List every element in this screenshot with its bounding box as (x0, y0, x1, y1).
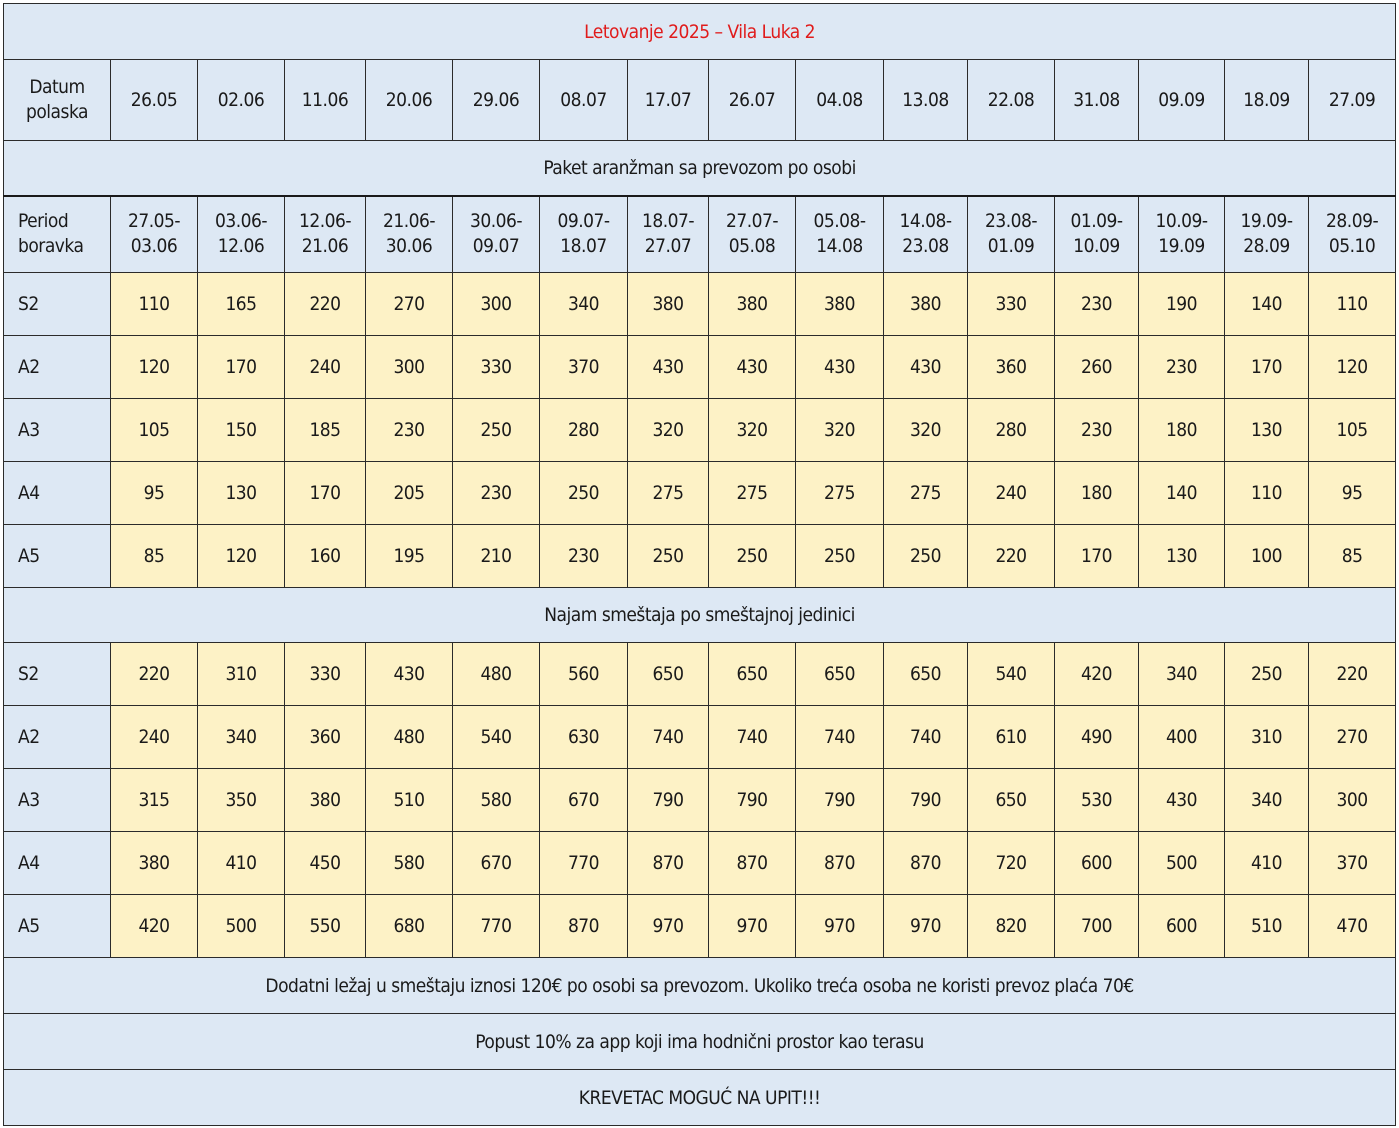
price-cell: 480 (366, 706, 453, 769)
price-cell: 740 (709, 706, 796, 769)
price-cell: 650 (628, 643, 709, 706)
departure-date: 08.07 (540, 60, 628, 141)
price-cell: 580 (366, 832, 453, 895)
table-title: Letovanje 2025 – Vila Luka 2 (4, 4, 1396, 60)
line-1: Period (18, 210, 69, 233)
departure-date: 11.06 (285, 60, 366, 141)
table-row (4, 336, 1396, 399)
price-cell: 870 (628, 832, 709, 895)
price-cell: 165 (198, 273, 285, 336)
price-cell: 220 (1309, 643, 1396, 706)
line-1: 27.05- (127, 210, 181, 233)
price-cell: 310 (1225, 706, 1309, 769)
price-cell: 360 (968, 336, 1055, 399)
price-cell: 160 (285, 525, 366, 588)
departure-date: 27.09 (1309, 60, 1396, 141)
price-table (3, 3, 1396, 1126)
price-cell: 820 (968, 895, 1055, 958)
price-cell: 790 (884, 769, 968, 832)
line-1: 01.09- (1070, 210, 1123, 233)
price-cell: 130 (1139, 525, 1225, 588)
price-cell: 120 (1309, 336, 1396, 399)
price-cell: 380 (285, 769, 366, 832)
price-cell: 430 (796, 336, 884, 399)
stay-period (796, 196, 884, 273)
price-cell: 380 (709, 273, 796, 336)
price-cell: 610 (968, 706, 1055, 769)
price-cell: 280 (540, 399, 628, 462)
price-cell: 185 (285, 399, 366, 462)
price-cell: 330 (968, 273, 1055, 336)
line-2: 12.06 (217, 235, 265, 258)
line-1: 27.07- (725, 210, 779, 233)
price-cell: 580 (453, 769, 540, 832)
price-cell: 330 (285, 643, 366, 706)
price-cell: 320 (884, 399, 968, 462)
price-cell: 250 (709, 525, 796, 588)
stay-period (540, 196, 628, 273)
price-cell: 170 (1225, 336, 1309, 399)
price-cell: 250 (628, 525, 709, 588)
price-cell: 220 (111, 643, 198, 706)
price-cell: 380 (628, 273, 709, 336)
price-cell: 110 (111, 273, 198, 336)
stay-period (968, 196, 1055, 273)
price-cell: 230 (453, 462, 540, 525)
price-cell: 680 (366, 895, 453, 958)
price-cell: 270 (1309, 706, 1396, 769)
stay-period (1139, 196, 1225, 273)
price-cell: 250 (453, 399, 540, 462)
line-1: 12.06- (298, 210, 352, 233)
line-2: 23.08 (902, 235, 949, 258)
stay-period-row (4, 196, 1396, 273)
line-2: 19.09 (1158, 235, 1205, 258)
price-cell: 275 (709, 462, 796, 525)
line-2: 30.06 (385, 235, 433, 258)
price-cell: 380 (796, 273, 884, 336)
price-cell: 740 (628, 706, 709, 769)
price-cell: 670 (453, 832, 540, 895)
price-cell: 230 (1139, 336, 1225, 399)
price-cell: 540 (453, 706, 540, 769)
table-row (4, 769, 1396, 832)
price-cell: 240 (111, 706, 198, 769)
stay-period (453, 196, 540, 273)
price-cell: 720 (968, 832, 1055, 895)
table-row (4, 462, 1396, 525)
stay-period (1055, 196, 1139, 273)
price-cell: 530 (1055, 769, 1139, 832)
price-cell: 870 (796, 832, 884, 895)
departure-date: 02.06 (198, 60, 285, 141)
price-cell: 420 (1055, 643, 1139, 706)
price-cell: 95 (1309, 462, 1396, 525)
line-1: 09.07- (557, 210, 610, 233)
line-1: 28.09- (1326, 210, 1379, 233)
departure-date: 20.06 (366, 60, 453, 141)
price-cell: 275 (628, 462, 709, 525)
price-cell: 420 (111, 895, 198, 958)
unit-label: A4 (4, 462, 111, 525)
price-cell: 790 (796, 769, 884, 832)
line-1: 03.06- (214, 210, 268, 233)
price-cell: 320 (628, 399, 709, 462)
price-cell: 370 (1309, 832, 1396, 895)
price-cell: 500 (198, 895, 285, 958)
price-cell: 970 (796, 895, 884, 958)
price-cell: 650 (884, 643, 968, 706)
price-cell: 430 (709, 336, 796, 399)
price-cell: 650 (796, 643, 884, 706)
price-cell: 140 (1139, 462, 1225, 525)
price-cell: 300 (1309, 769, 1396, 832)
price-cell: 300 (453, 273, 540, 336)
section-rent-row (4, 588, 1396, 643)
line-2: 03.06 (130, 235, 178, 258)
table-row (4, 643, 1396, 706)
price-cell: 270 (366, 273, 453, 336)
price-cell: 140 (1225, 273, 1309, 336)
price-cell: 275 (884, 462, 968, 525)
departure-date: 26.05 (111, 60, 198, 141)
line-2: 21.06 (301, 235, 349, 258)
price-cell: 450 (285, 832, 366, 895)
price-cell: 320 (709, 399, 796, 462)
stay-label (4, 196, 111, 273)
unit-label: A5 (4, 895, 111, 958)
price-cell: 350 (198, 769, 285, 832)
line-2: 14.08 (816, 235, 863, 258)
departure-date: 26.07 (709, 60, 796, 141)
price-cell: 110 (1225, 462, 1309, 525)
price-cell: 380 (884, 273, 968, 336)
price-cell: 220 (285, 273, 366, 336)
table-row (4, 832, 1396, 895)
line-1: Datum (29, 76, 85, 98)
note-row (4, 1070, 1396, 1126)
table-row (4, 525, 1396, 588)
price-cell: 250 (540, 462, 628, 525)
stay-period (709, 196, 796, 273)
section-package-row (4, 141, 1396, 196)
price-cell: 95 (111, 462, 198, 525)
price-cell: 230 (540, 525, 628, 588)
unit-label: A5 (4, 525, 111, 588)
line-2: 05.08 (728, 235, 776, 258)
price-cell: 310 (198, 643, 285, 706)
stay-period (198, 196, 285, 273)
price-cell: 480 (453, 643, 540, 706)
table-row (4, 399, 1396, 462)
line-2: 09.07 (472, 235, 520, 258)
departure-date: 13.08 (884, 60, 968, 141)
price-cell: 170 (1055, 525, 1139, 588)
price-cell: 970 (628, 895, 709, 958)
unit-label: A3 (4, 769, 111, 832)
price-cell: 110 (1309, 273, 1396, 336)
stay-period (285, 196, 366, 273)
price-cell: 970 (884, 895, 968, 958)
price-cell: 170 (198, 336, 285, 399)
price-cell: 510 (1225, 895, 1309, 958)
line-1: 05.08- (813, 210, 866, 233)
line-2: 27.07 (644, 235, 692, 258)
price-cell: 340 (540, 273, 628, 336)
unit-label: A2 (4, 336, 111, 399)
line-1: 18.07- (641, 210, 695, 233)
unit-label: A4 (4, 832, 111, 895)
price-cell: 220 (968, 525, 1055, 588)
table-row (4, 273, 1396, 336)
price-cell: 550 (285, 895, 366, 958)
price-cell: 740 (884, 706, 968, 769)
table-row (4, 706, 1396, 769)
price-cell: 130 (1225, 399, 1309, 462)
price-cell: 190 (1139, 273, 1225, 336)
price-cell: 400 (1139, 706, 1225, 769)
line-1: 30.06- (469, 210, 523, 233)
price-cell: 250 (1225, 643, 1309, 706)
price-cell: 510 (366, 769, 453, 832)
price-cell: 340 (1139, 643, 1225, 706)
line-2: polaska (26, 101, 88, 123)
price-cell: 670 (540, 769, 628, 832)
price-cell: 410 (1225, 832, 1309, 895)
price-cell: 600 (1139, 895, 1225, 958)
price-cell: 790 (709, 769, 796, 832)
price-cell: 240 (968, 462, 1055, 525)
line-2: 18.07 (560, 235, 607, 258)
departure-date: 04.08 (796, 60, 884, 141)
line-1: 10.09- (1155, 210, 1208, 233)
price-cell: 370 (540, 336, 628, 399)
stay-period (1309, 196, 1396, 273)
note-text: Dodatni ležaj u smeštaju iznosi 120€ po osobi sa prevozom. Ukoliko treća osoba ne koristi prevoz plaća 70€ (4, 958, 1396, 1014)
departure-date: 09.09 (1139, 60, 1225, 141)
price-cell: 230 (366, 399, 453, 462)
price-cell: 120 (111, 336, 198, 399)
price-cell: 360 (285, 706, 366, 769)
price-cell: 230 (1055, 399, 1139, 462)
line-2: 28.09 (1243, 235, 1290, 258)
line-2: 01.09 (987, 235, 1035, 258)
price-cell: 105 (1309, 399, 1396, 462)
unit-label: S2 (4, 273, 111, 336)
price-cell: 180 (1055, 462, 1139, 525)
price-cell: 470 (1309, 895, 1396, 958)
price-cell: 300 (366, 336, 453, 399)
note-row (4, 1014, 1396, 1070)
unit-label: A2 (4, 706, 111, 769)
price-cell: 120 (198, 525, 285, 588)
line-2: boravka (18, 235, 84, 258)
price-cell: 340 (1225, 769, 1309, 832)
unit-label: A3 (4, 399, 111, 462)
unit-label: S2 (4, 643, 111, 706)
price-cell: 600 (1055, 832, 1139, 895)
price-cell: 500 (1139, 832, 1225, 895)
departure-date: 18.09 (1225, 60, 1309, 141)
line-1: 19.09- (1240, 210, 1293, 233)
stay-period (366, 196, 453, 273)
note-text: KREVETAC MOGUĆ NA UPIT!!! (4, 1070, 1396, 1126)
departure-date: 29.06 (453, 60, 540, 141)
price-cell: 700 (1055, 895, 1139, 958)
price-cell: 195 (366, 525, 453, 588)
price-cell: 430 (1139, 769, 1225, 832)
price-cell: 340 (198, 706, 285, 769)
line-1: 23.08- (984, 210, 1038, 233)
stay-period (884, 196, 968, 273)
stay-period (628, 196, 709, 273)
price-cell: 410 (198, 832, 285, 895)
price-cell: 870 (540, 895, 628, 958)
departure-date: 22.08 (968, 60, 1055, 141)
line-2: 05.10 (1328, 235, 1376, 258)
price-cell: 150 (198, 399, 285, 462)
price-cell: 430 (628, 336, 709, 399)
price-cell: 320 (796, 399, 884, 462)
price-cell: 770 (540, 832, 628, 895)
line-1: 21.06- (382, 210, 436, 233)
note-row (4, 958, 1396, 1014)
price-cell: 210 (453, 525, 540, 588)
stay-period (111, 196, 198, 273)
table-row (4, 895, 1396, 958)
price-cell: 380 (111, 832, 198, 895)
price-cell: 790 (628, 769, 709, 832)
price-cell: 250 (884, 525, 968, 588)
price-cell: 100 (1225, 525, 1309, 588)
departure-row (4, 60, 1396, 141)
price-cell: 260 (1055, 336, 1139, 399)
price-cell: 205 (366, 462, 453, 525)
price-cell: 275 (796, 462, 884, 525)
price-cell: 770 (453, 895, 540, 958)
price-cell: 180 (1139, 399, 1225, 462)
price-cell: 630 (540, 706, 628, 769)
price-cell: 650 (968, 769, 1055, 832)
price-cell: 85 (111, 525, 198, 588)
stay-period (1225, 196, 1309, 273)
line-1: 14.08- (899, 210, 952, 233)
price-cell: 970 (709, 895, 796, 958)
price-cell: 560 (540, 643, 628, 706)
price-cell: 240 (285, 336, 366, 399)
price-cell: 250 (796, 525, 884, 588)
price-cell: 330 (453, 336, 540, 399)
section-package-heading: Paket aranžman sa prevozom po osobi (4, 141, 1396, 196)
price-cell: 85 (1309, 525, 1396, 588)
departure-date: 17.07 (628, 60, 709, 141)
price-cell: 430 (366, 643, 453, 706)
line-2: 10.09 (1073, 235, 1120, 258)
section-rent-heading: Najam smeštaja po smeštajnoj jedinici (4, 588, 1396, 643)
price-cell: 230 (1055, 273, 1139, 336)
note-text: Popust 10% za app koji ima hodnični prostor kao terasu (4, 1014, 1396, 1070)
price-cell: 130 (198, 462, 285, 525)
price-cell: 740 (796, 706, 884, 769)
price-cell: 280 (968, 399, 1055, 462)
price-cell: 870 (884, 832, 968, 895)
price-cell: 870 (709, 832, 796, 895)
price-cell: 540 (968, 643, 1055, 706)
price-cell: 430 (884, 336, 968, 399)
price-cell: 490 (1055, 706, 1139, 769)
price-cell: 650 (709, 643, 796, 706)
departure-date: 31.08 (1055, 60, 1139, 141)
departure-label (4, 60, 111, 141)
price-table-body (4, 4, 1396, 1126)
price-cell: 315 (111, 769, 198, 832)
price-cell: 105 (111, 399, 198, 462)
title-row (4, 4, 1396, 60)
price-cell: 170 (285, 462, 366, 525)
